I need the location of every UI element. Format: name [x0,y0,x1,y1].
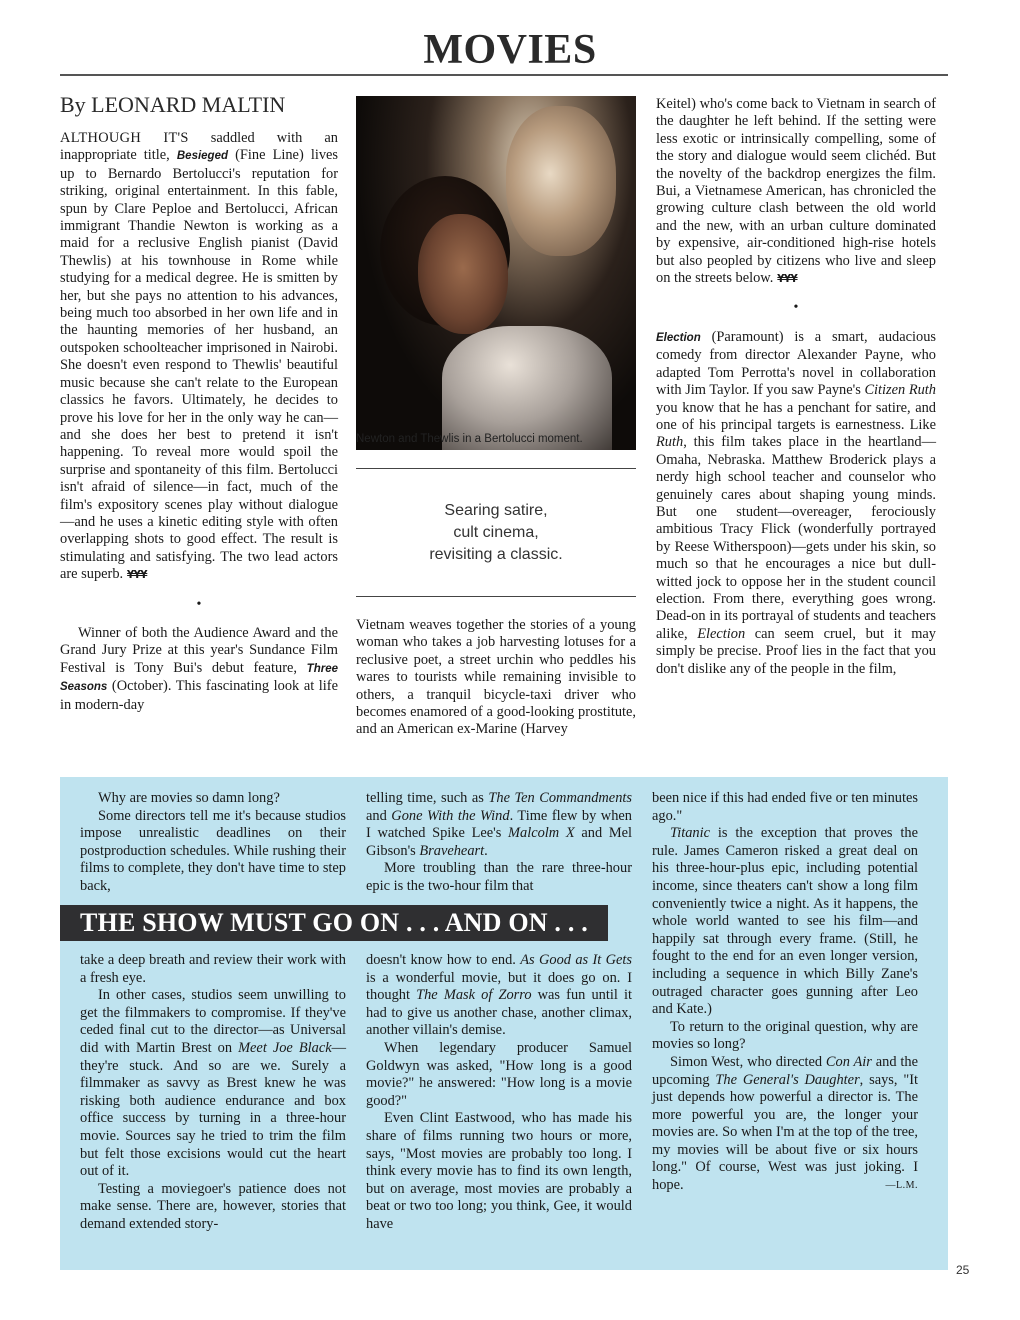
review-besieged: ALTHOUGH IT'S saddled with an inappropriate title, Besieged (Fine Line) lives up to Bernardo Bertolucci's reputation for striking, original entertainment. In this fable, spun by Clare Peploe and Bertolucci, African immigrant Thandie Newton is working as a maid for a reclusive English pianist (David Thewlis) at his townhouse in Rome while studying for a medical degree. He is smitten by her, but she pays no attention to his advances, being much too absorbed in her own life and in the haunting memories of her husband, an outspoken schoolteacher imprisoned in Nairobi. She doesn't even respond to Thewlis' beautiful music because she can't relate to the European classics he favors. Ultimately, he decides to prove his love for her in the only way he can—and she does her best to pretend it isn't happening. To reveal more would spoil the surprise and spontaneity of this film. Bertolucci isn't afraid of silence—in fact, much of the film's expository scenes play without dialogue—and he uses a kinetic editing style with often overlapping shots to good effect. The result is stimulating and satisfying. The two lead actors are superb. ¥¥¥ [60,130,339,583]
review-election: Election (Paramount) is a smart, audacious comedy from director Alexander Payne, who adapted Tom Perrotta's novel in collaboration with Jim Taylor. If you saw Payne's Citizen Ruth you know that he has a penchant for satire, and one of his principal targets is earnestness. Like Ruth, this film takes place in the heartland—Omaha, Nebraska. Matthew Broderick plays a nerdy high school teacher and counselor who genuinely cares about shaping young minds. But one student—overeager, ferociously ambitious Tracy Flick (wonderfully portrayed by Reese Witherspoon)—gets under his skin, so much so that he encourages a nice but dull-witted jock to oppose her in the student council election. From there, everything goes wrong. Dead-on in its portrayal of students and teachers alike, Election can seem cruel, but it may simply be precise. Proof lies in the fact that you don't dislike any of the people in the film, [656,328,936,677]
film-still-photo [356,96,636,450]
pullquote-rule-bottom [356,596,636,597]
film-title: Besieged [176,150,229,163]
bullet-divider: • [196,596,202,612]
sidebar-col-1-top: Why are movies so damn long? Some directors tell me it's because studios impose unrealistic deadlines on their postproduction schedules. While rushing their films to complete, they don't have time to step back, [80,790,346,894]
photo-caption: Newton and Thewlis in a Bertolucci moment. [356,433,583,445]
author-signature: —L.M. [885,1180,918,1192]
bullet-divider: • [793,300,799,316]
sidebar-col-1-bottom: take a deep breath and review their work with a fresh eye. In other cases, studios seem unwilling to get the filmmakers to compromise. If they've ceded final cut to the director—as Universal did with Martin Brest on Meet Joe Black—they're stuck. And so are we. Surely a filmmaker as savvy as Brest knew he was risking both audience endurance and box office success by turning in a three-hour movie. Sources say he tried to trim the film but felt those excisions would cut the heart out of it. Testing a moviegoer's patience does not make sense. There are, however, stories that demand extended story- [80,952,346,1232]
rating-icon: ¥¥¥ [126,568,147,582]
film-title: Three Seasons [60,662,338,694]
sidebar-col-2-bottom: doesn't know how to end. As Good as It Gets is a wonderful movie, but it does go on. I thought The Mask of Zorro was fun until it had to give us another chase, another climax, another villain's demise. When legendary producer Samuel Goldwyn was asked, "How long is a good movie?" he answered: "How long is a movie good?" Even Clint Eastwood, who has made his share of films running two hours or more, says, "Most movies are probably too long. I think every movie has to find its own length, but on average, most movies are probably a beat or two too long; you think, Gee, it would have [366,952,633,1232]
pullquote: Searing satire, cult cinema, revisiting a classic. [429,502,563,563]
section-title: MOVIES [423,27,597,73]
sidebar-col-2-top: telling time, such as The Ten Commandments and Gone With the Wind. Time flew by when I watched Spike Lee's Malcolm X and Mel Gibson's Braveheart. More troubling than the rare three-hour epic is the two-hour film that [366,790,633,894]
sidebar-banner-title: THE SHOW MUST GO ON . . . AND ON . . . [60,905,608,941]
rating-icon: ¥¥¥ [776,272,797,286]
column-1 [60,130,338,714]
column-3 [656,96,936,678]
review-three-seasons: Winner of both the Audience Award and the Grand Jury Prize at this year's Sundance Film Festival is Tony Bui's debut feature, Three Seasons (October). This fascinating look at life in modern-day [60,624,338,713]
sidebar-col-3: been nice if this had ended five or ten minutes ago." Titanic is the exception that proves the rule. James Cameron risked a great deal on his three-hour-plus epic, including potential income, since theaters can't show a long film conveniently twice a night. As it happens, the whole world wanted to see his film—and happily sat through every frame. (Still, he fought to the end for an even longer version, including a sequence in which Billy Zane's outraged character goes gunning after Leo and Kate.) To return to the original question, why are movies so long? Simon West, who directed Con Air and the upcoming The General's Daughter, says, "It just depends how powerful a director is. The more powerful you are, the longer your movies are. So when I'm at the top of the tree, my movies will be about five or six hours long." Of course, West was just joking. I hope. —L.M. [652,790,918,1194]
pullquote-rule-top [356,468,636,469]
column-2 [356,617,636,739]
lead-in: ALTHOUGH IT'S [60,130,189,146]
byline: By LEONARD MALTIN [60,92,286,117]
header-rule [60,74,948,76]
film-title: Election [656,331,701,344]
review-three-seasons-cont: Vietnam weaves together the stories of a young woman who takes a job harvesting lotuses for a reclusive poet, a street urchin who peddles his wares to tourists while remaining invisible to others, a tranquil bicycle-taxi driver who becomes enamored of a good-looking prostitute, and an American ex-Marine (Harvey [356,617,636,738]
page-number: 25 [956,1263,970,1277]
review-three-seasons-end: Keitel) who's come back to Vietnam in search of the daughter he left behind. If the setting were less exotic or intrinsically compelling, some of the story and dialogue would seem clichéd. But the novelty of the backdrop energizes the film. Bui, a Vietnamese American, has chronicled the growing culture clash between the old world and the new, with an urban culture dominated by expensive, air-conditioned high-rise hotels but also peopled by citizens who live and sleep on the streets below. ¥¥¥ [656,96,936,287]
